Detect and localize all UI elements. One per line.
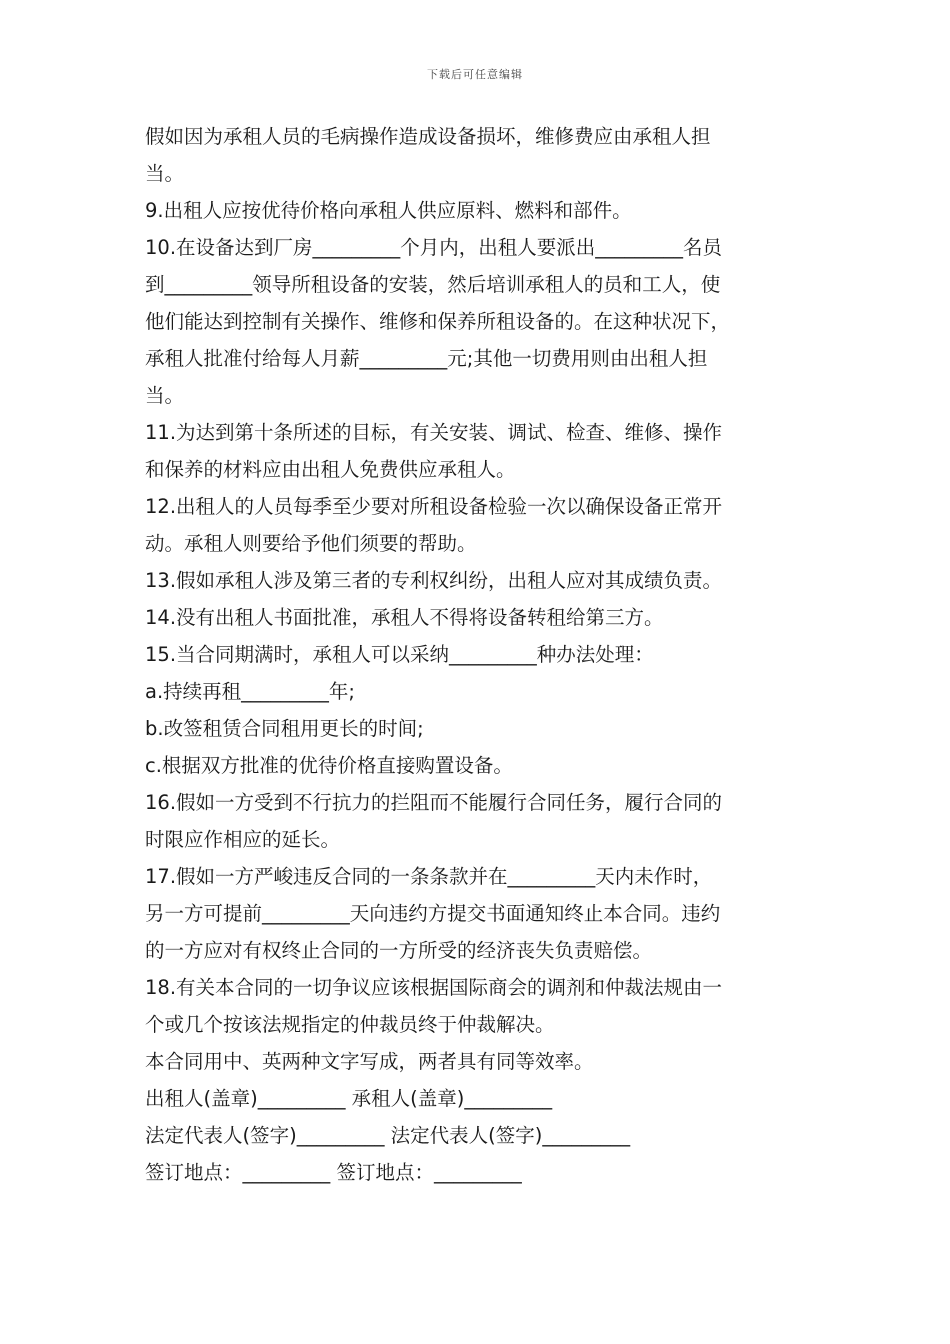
text-line: 假如因为承租人员的毛病操作造成设备损坏，维修费应由承租人担 (145, 125, 711, 148)
text-line: 和保养的材料应由出租人免费供应承租人。 (145, 458, 516, 481)
text-line: 到_________领导所租设备的安装，然后培训承租人的员和工人，使 (145, 273, 721, 296)
clause-11: 11.为达到第十条所述的目标，有关安装、调试、检查、维修、操作 (145, 421, 723, 444)
signing-place-line: 签订地点：_________ 签订地点：_________ (145, 1161, 522, 1184)
clause-9: 9.出租人应按优待价格向承租人供应原料、燃料和部件。 (145, 199, 632, 222)
text-line: 承租人批准付给每人月薪_________元;其他一切费用则由出租人担 (145, 347, 708, 370)
seal-line: 出租人(盖章)_________ 承租人(盖章)_________ (145, 1087, 553, 1110)
text-line: 的一方应对有权终止合同的一方所受的经济丧失负责赔偿。 (145, 939, 653, 962)
text-line: 动。承租人则要给予他们须要的帮助。 (145, 532, 477, 555)
clause-13: 13.假如承租人涉及第三者的专利权纠纷，出租人应对其成绩负责。 (145, 569, 723, 592)
text-line: 时限应作相应的延长。 (145, 828, 341, 851)
option-b: b.改签租赁合同租用更长的时间; (145, 717, 424, 740)
page-header: 下载后可任意编辑 (427, 68, 523, 81)
text-line: 另一方可提前_________天向违约方提交书面通知终止本合同。违约 (145, 902, 721, 925)
text-line: 他们能达到控制有关操作、维修和保养所租设备的。在这种状况下， (145, 310, 731, 333)
clause-10: 10.在设备达到厂房_________个月内，出租人要派出_________名员 (145, 236, 723, 259)
text-line: 当。 (145, 162, 185, 185)
document-body (145, 118, 817, 1191)
clause-18: 18.有关本合同的一切争议应该根据国际商会的调剂和仲裁法规由一 (145, 976, 723, 999)
clause-14: 14.没有出租人书面批准，承租人不得将设备转租给第三方。 (145, 606, 664, 629)
option-c: c.根据双方批准的优待价格直接购置设备。 (145, 754, 513, 777)
clause-12: 12.出租人的人员每季至少要对所租设备检验一次以确保设备正常开 (145, 495, 723, 518)
clause-15: 15.当合同期满时，承租人可以采纳_________种办法处理： (145, 643, 654, 666)
language-clause: 本合同用中、英两种文字写成，两者具有同等效率。 (145, 1050, 594, 1073)
signature-line: 法定代表人(签字)_________ 法定代表人(签字)_________ (145, 1124, 631, 1147)
text-line: 当。 (145, 384, 185, 407)
clause-16: 16.假如一方受到不行抗力的拦阻而不能履行合同任务，履行合同的 (145, 791, 723, 814)
option-a: a.持续再租_________年; (145, 680, 355, 703)
clause-17: 17.假如一方严峻违反合同的一条条款并在_________天内未作时， (145, 865, 713, 888)
text-line: 个或几个按该法规指定的仲裁员终于仲裁解决。 (145, 1013, 555, 1036)
